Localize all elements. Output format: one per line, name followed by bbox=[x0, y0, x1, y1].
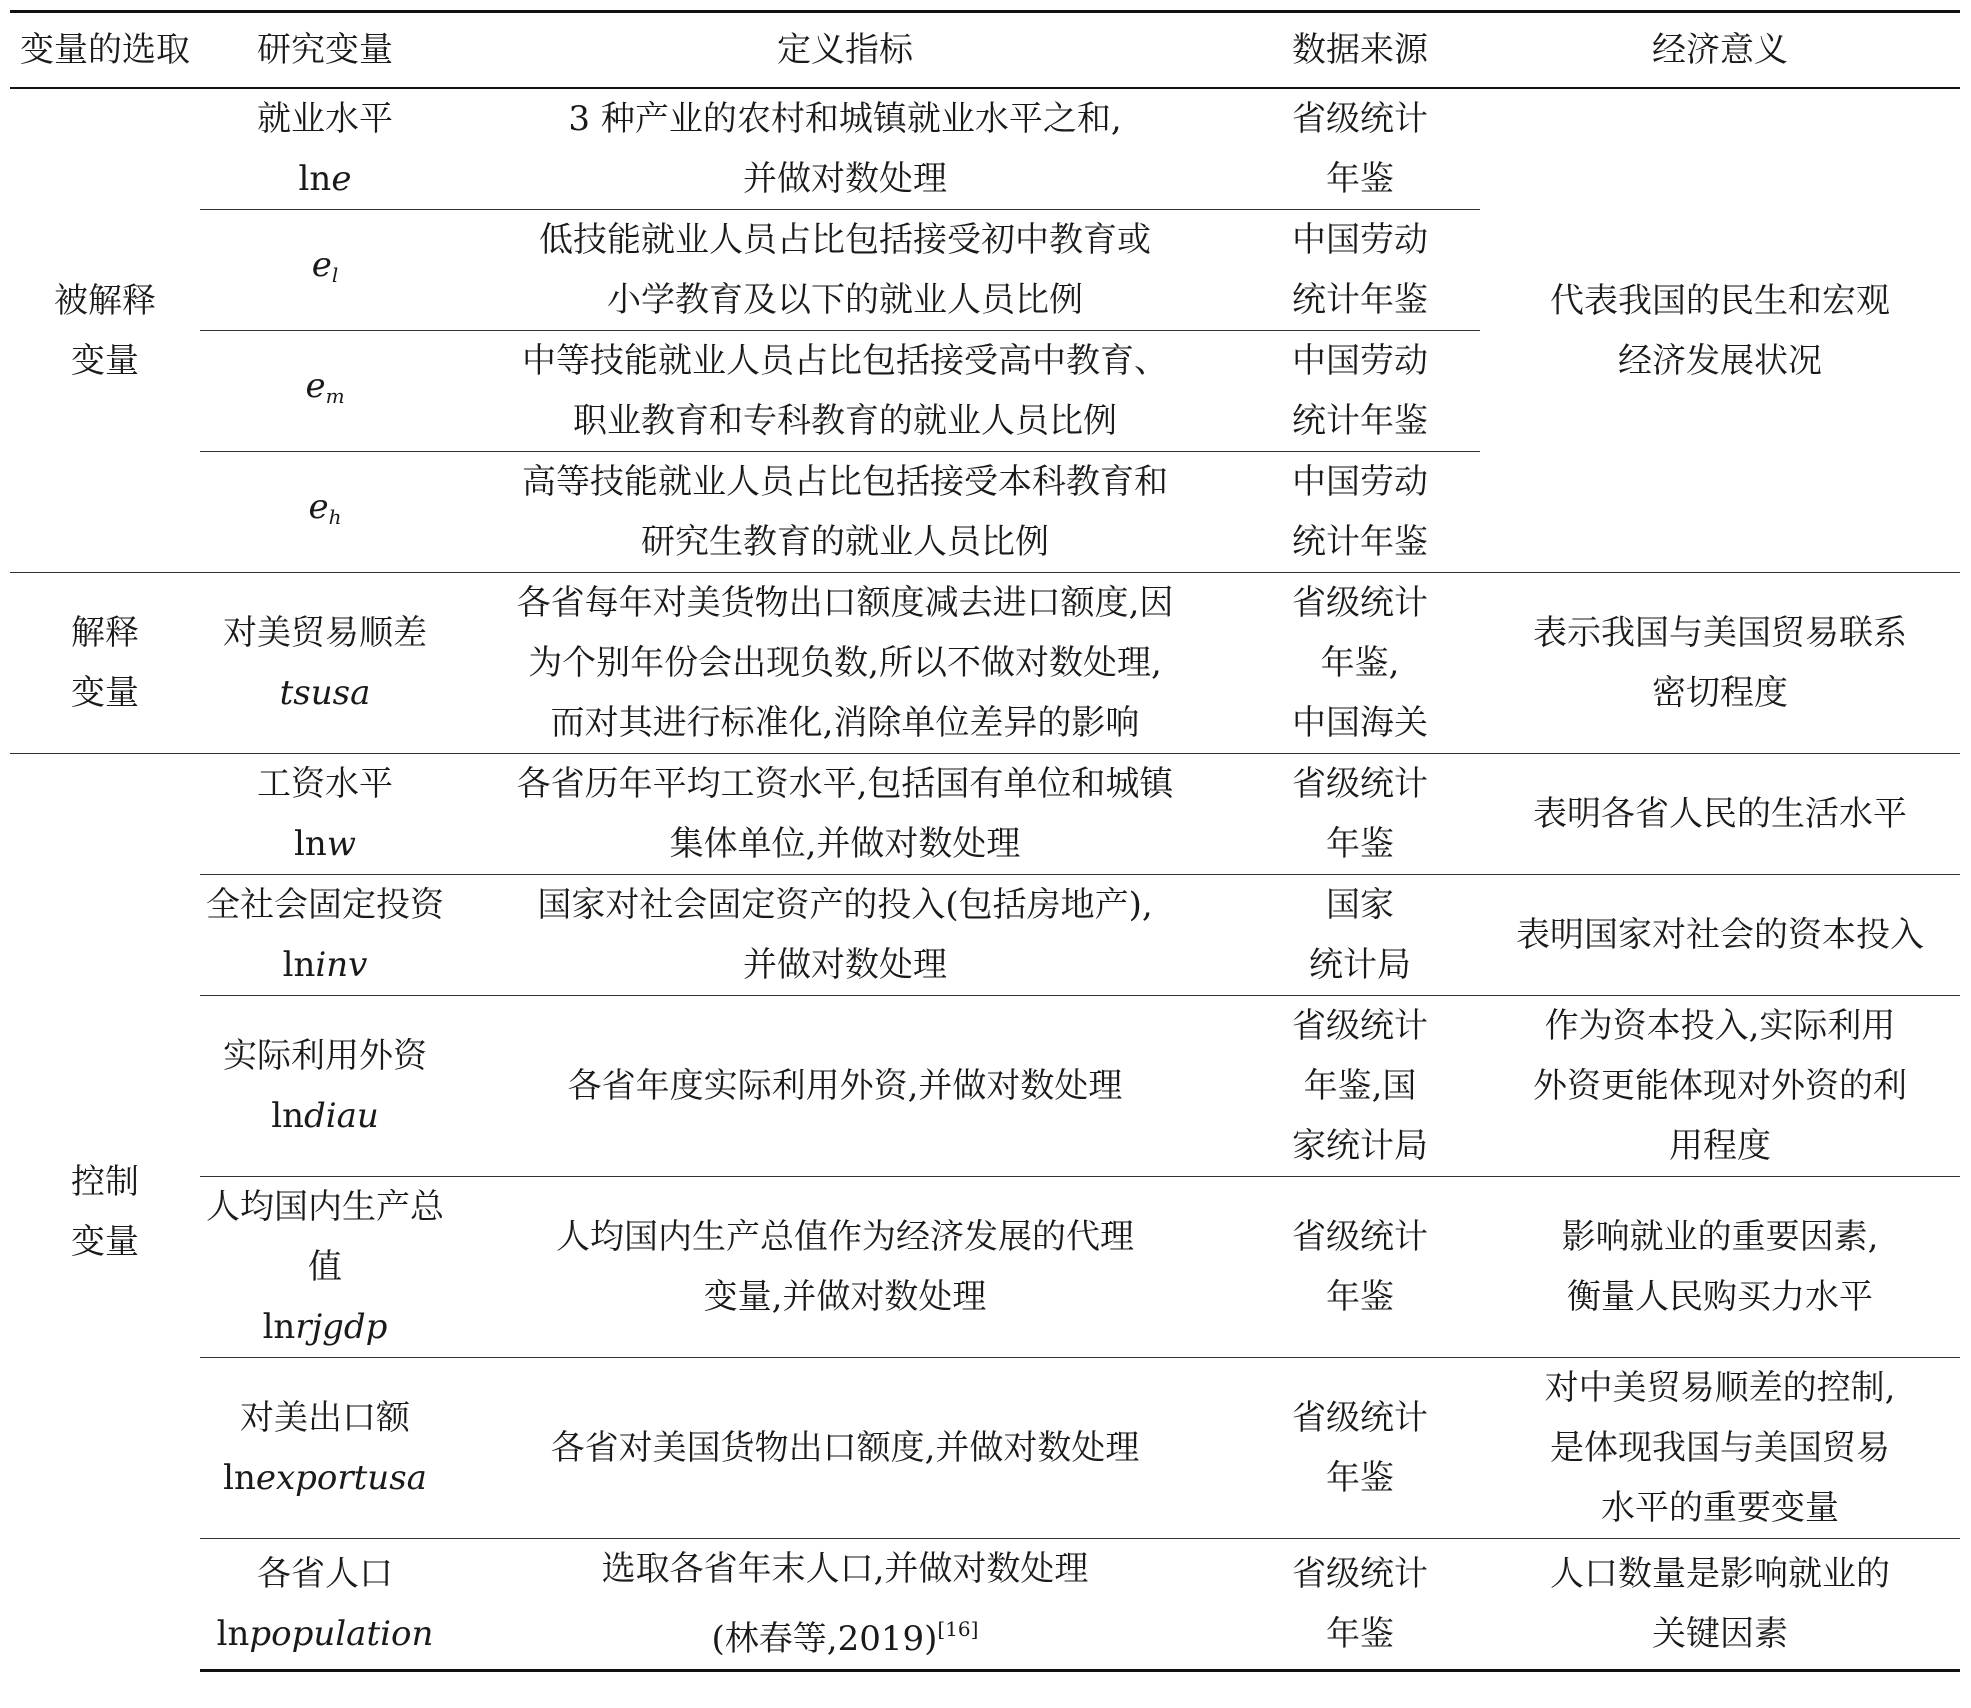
variables-table bbox=[10, 10, 1960, 1672]
meaning-explained: 代表我国的民生和宏观 经济发展状况 bbox=[1550, 280, 1890, 381]
meaning-cell: 表明各省人民的生活水平 bbox=[1480, 754, 1960, 875]
source-cell: 省级统计 年鉴, 中国海关 bbox=[1240, 573, 1480, 754]
meaning-cell: 作为资本投入,实际利用 外资更能体现对外资的利 用程度 bbox=[1480, 996, 1960, 1177]
definition-cell: 3 种产业的农村和城镇就业水平之和, 并做对数处理 bbox=[568, 99, 1122, 199]
variable-e-high: $e_h$ bbox=[200, 452, 450, 573]
definition-cell: 各省每年对美货物出口额度减去进口额度,因 为个别年份会出现负数,所以不做对数处理, 而对其进行标准化,消除单位差异的影响 bbox=[450, 573, 1240, 754]
header-economic-meaning: 经济意义 bbox=[1480, 12, 1960, 89]
definition-cell: 各省年度实际利用外资,并做对数处理 bbox=[450, 996, 1240, 1177]
variable-wage: 工资水平 lnw bbox=[200, 754, 450, 875]
source-cell: 省级统计 年鉴,国 家统计局 bbox=[1240, 996, 1480, 1177]
variable-employment: 就业水平 lne bbox=[257, 99, 393, 199]
meaning-cell: 表示我国与美国贸易联系 密切程度 bbox=[1480, 573, 1960, 754]
table-row bbox=[10, 573, 1960, 754]
source-cell: 中国劳动 统计年鉴 bbox=[1240, 331, 1480, 452]
source-cell: 省级统计 年鉴 bbox=[1240, 1358, 1480, 1539]
source-cell: 省级统计 年鉴 bbox=[1240, 754, 1480, 875]
table-row bbox=[10, 754, 1960, 875]
variable-e-mid: $e_m$ bbox=[200, 331, 450, 452]
variable-trade-surplus: 对美贸易顺差 tsusa bbox=[200, 573, 450, 754]
header-data-source: 数据来源 bbox=[1240, 12, 1480, 89]
variable-e-low: $e_l$ bbox=[200, 210, 450, 331]
variable-investment: 全社会固定投资 lninv bbox=[200, 875, 450, 996]
meaning-cell: 表明国家对社会的资本投入 bbox=[1480, 875, 1960, 996]
definition-cell: 高等技能就业人员占比包括接受本科教育和 研究生教育的就业人员比例 bbox=[450, 452, 1240, 573]
table-row bbox=[10, 1539, 1960, 1671]
meaning-cell: 对中美贸易顺差的控制, 是体现我国与美国贸易 水平的重要变量 bbox=[1480, 1358, 1960, 1539]
category-explained: 被解释 变量 bbox=[54, 280, 156, 381]
source-cell: 中国劳动 统计年鉴 bbox=[1240, 452, 1480, 573]
table-row bbox=[10, 875, 1960, 996]
header-variable-selection: 变量的选取 bbox=[10, 12, 200, 89]
table-row bbox=[10, 1177, 1960, 1358]
definition-cell: 国家对社会固定资产的投入(包括房地产), 并做对数处理 bbox=[450, 875, 1240, 996]
table-row bbox=[10, 1358, 1960, 1539]
variable-population: 各省人口 lnpopulation bbox=[200, 1539, 450, 1671]
source-cell: 省级统计 年鉴 bbox=[1240, 1177, 1480, 1358]
table-row bbox=[10, 996, 1960, 1177]
category-control: 控制 变量 bbox=[10, 754, 200, 1671]
meaning-cell: 影响就业的重要因素, 衡量人民购买力水平 bbox=[1480, 1177, 1960, 1358]
definition-cell: 各省对美国货物出口额度,并做对数处理 bbox=[450, 1358, 1240, 1539]
header-definition: 定义指标 bbox=[450, 12, 1240, 89]
definition-cell: 低技能就业人员占比包括接受初中教育或 小学教育及以下的就业人员比例 bbox=[450, 210, 1240, 331]
header-research-variable: 研究变量 bbox=[200, 12, 450, 89]
header-row bbox=[10, 12, 1960, 89]
source-cell: 省级统计 年鉴 bbox=[1292, 99, 1428, 199]
variable-gdp-per-capita: 人均国内生产总值 lnrjgdp bbox=[200, 1177, 450, 1358]
variable-export-usa: 对美出口额 lnexportusa bbox=[200, 1358, 450, 1539]
source-cell: 国家 统计局 bbox=[1240, 875, 1480, 996]
definition-cell: 选取各省年末人口,并做对数处理 (林春等,2019)[16] bbox=[450, 1539, 1240, 1671]
variables-table-container bbox=[10, 10, 1960, 1672]
table-row bbox=[10, 88, 1960, 210]
citation-ref: [16] bbox=[937, 1617, 979, 1641]
definition-cell: 中等技能就业人员占比包括接受高中教育、 职业教育和专科教育的就业人员比例 bbox=[450, 331, 1240, 452]
definition-cell: 人均国内生产总值作为经济发展的代理 变量,并做对数处理 bbox=[450, 1177, 1240, 1358]
variable-foreign-capital: 实际利用外资 lndiau bbox=[200, 996, 450, 1177]
source-cell: 中国劳动 统计年鉴 bbox=[1240, 210, 1480, 331]
category-explanatory: 解释 变量 bbox=[10, 573, 200, 754]
source-cell: 省级统计 年鉴 bbox=[1240, 1539, 1480, 1671]
definition-cell: 各省历年平均工资水平,包括国有单位和城镇 集体单位,并做对数处理 bbox=[450, 754, 1240, 875]
meaning-cell: 人口数量是影响就业的 关键因素 bbox=[1480, 1539, 1960, 1671]
